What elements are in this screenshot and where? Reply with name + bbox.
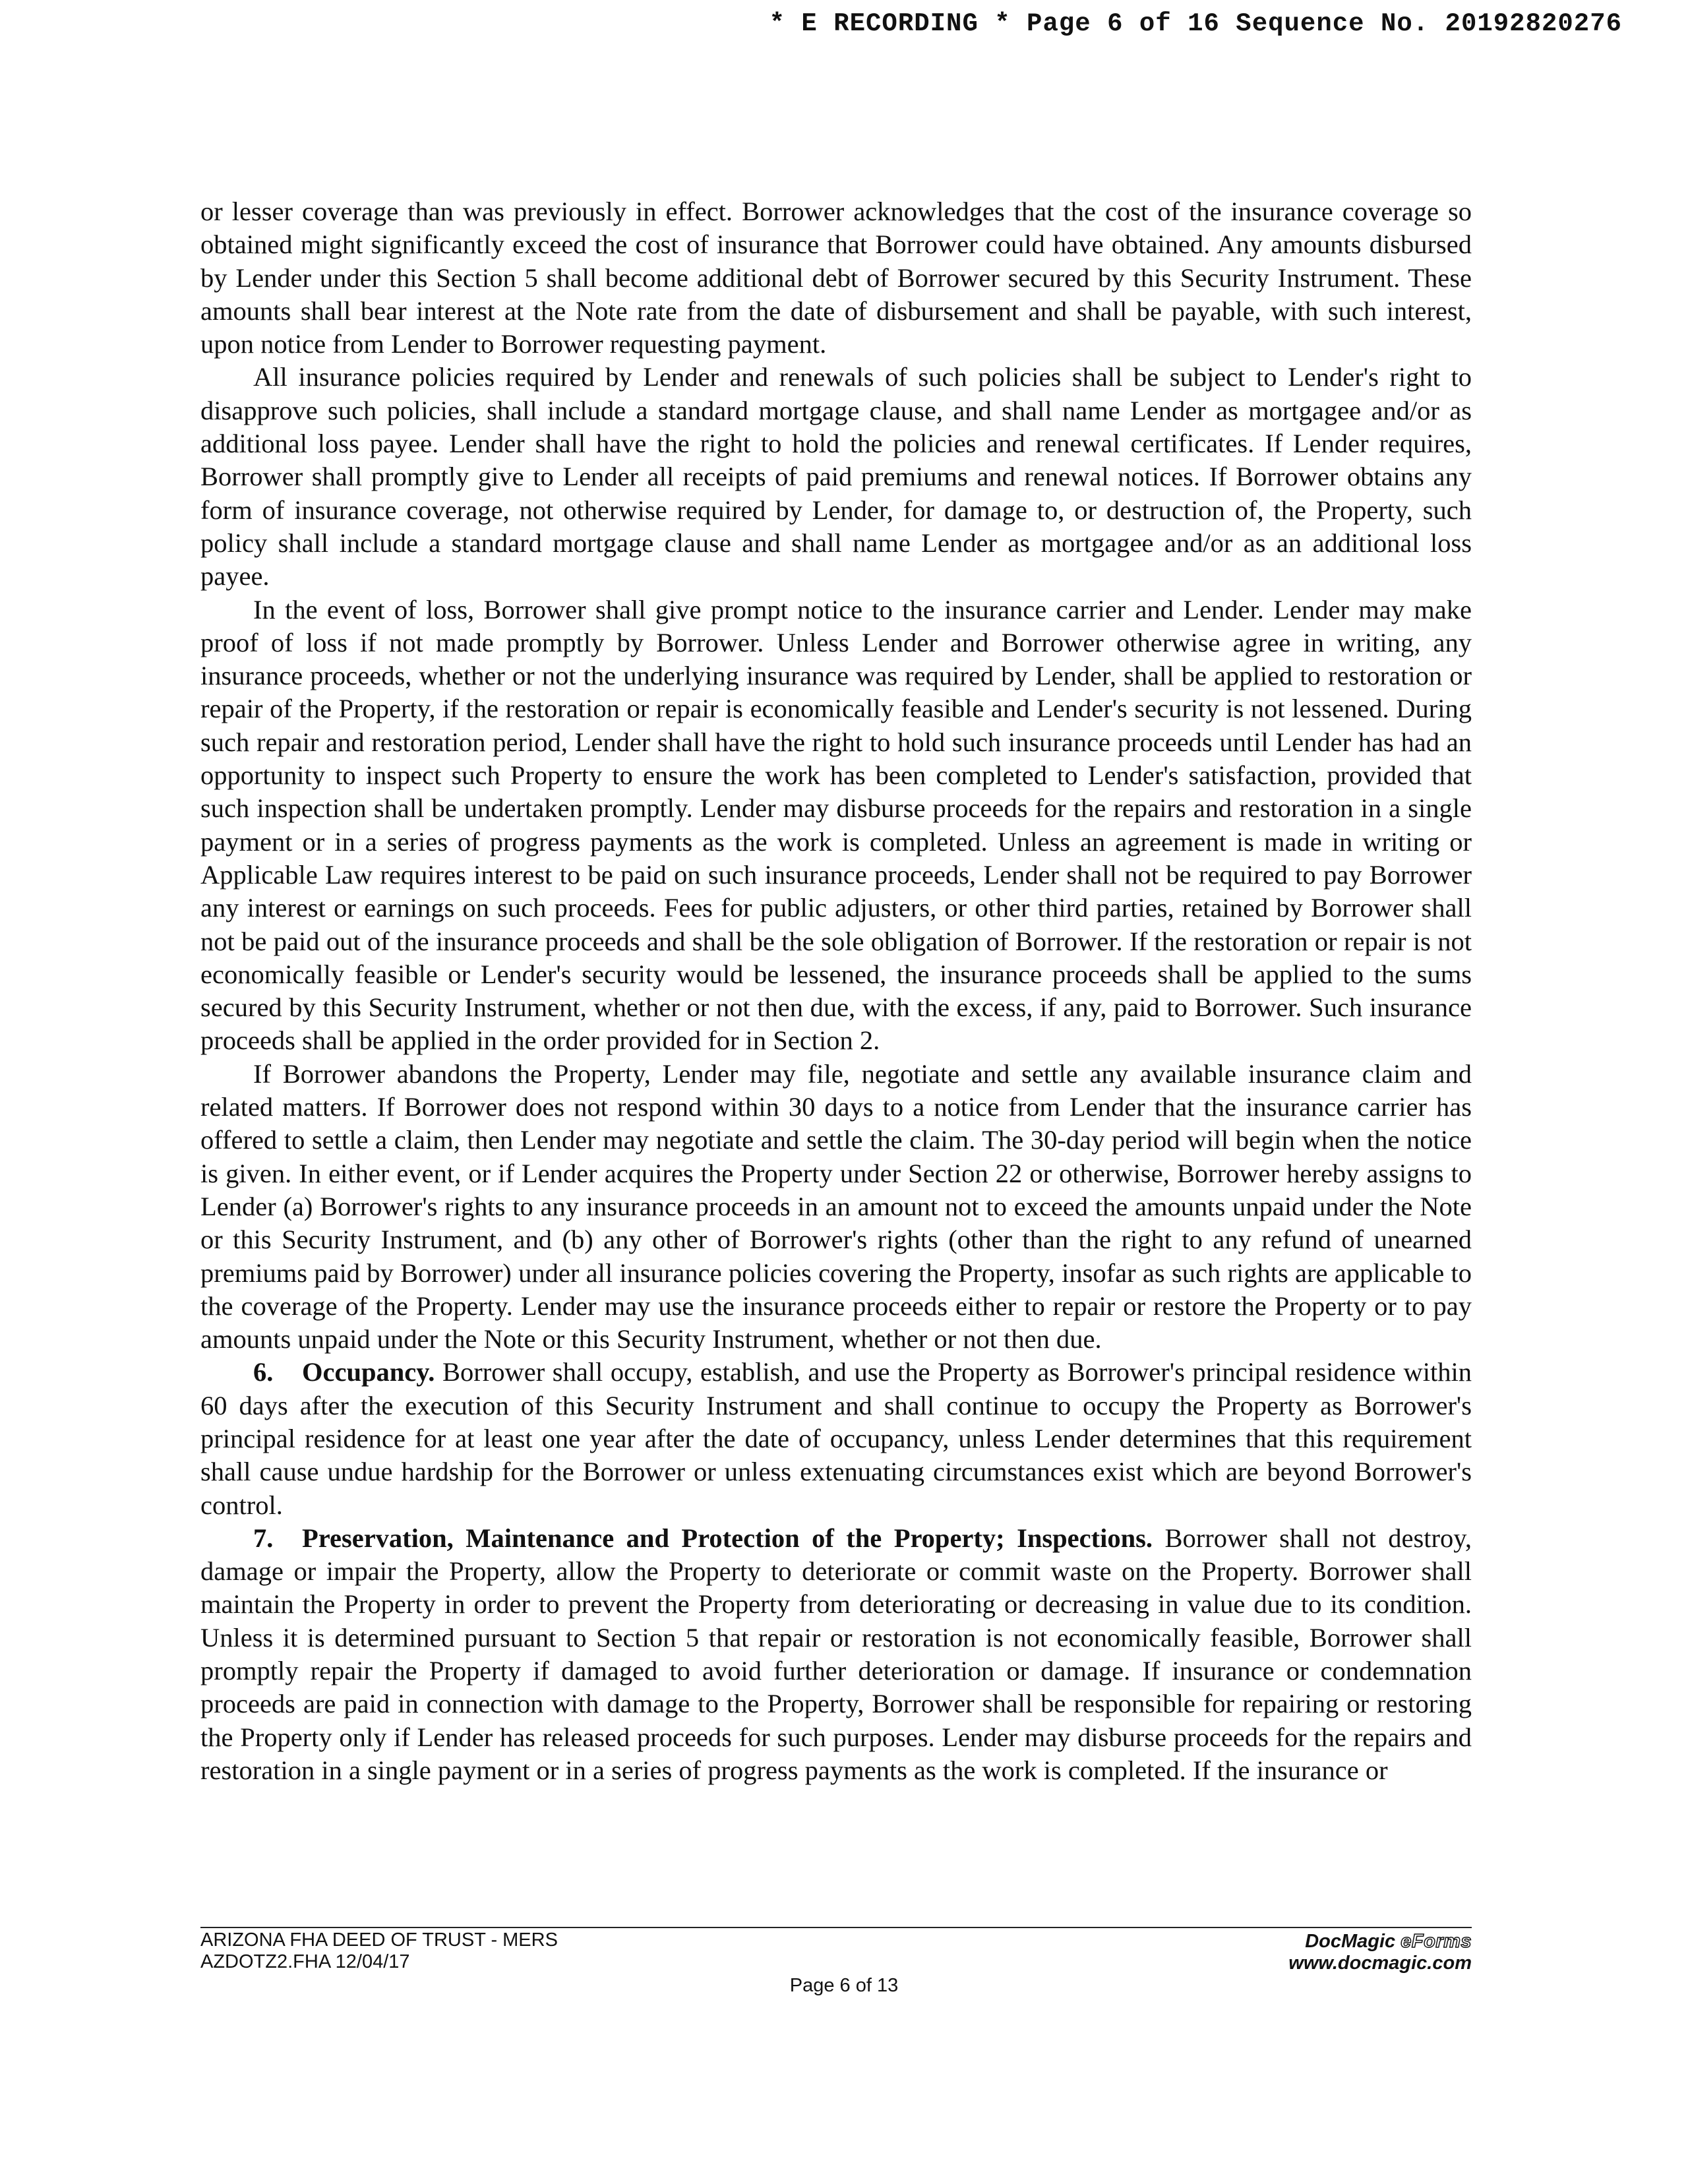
form-title: ARIZONA FHA DEED OF TRUST - MERS (200, 1929, 558, 1951)
section-number: 6. (253, 1357, 274, 1387)
brand-suffix: eForms (1401, 1931, 1472, 1952)
brand-name: DocMagic (1305, 1931, 1396, 1952)
document-body (200, 195, 1472, 1787)
docmagic-logo (1288, 1931, 1472, 1974)
section-heading: Preservation, Maintenance and Protection of the Property; Inspections. (302, 1523, 1153, 1553)
section-text: Borrower shall not destroy, damage or impair the Property, allow the Property to deteriorate or commit waste on the Property. Borrower shall maintain the Property in order to prevent the Property from deteriorating or decreasing in value due to its condition. Unless it is determined pursuant to Section 5 that repair or restoration is not economically feasible, Borrower shall promptly repair the Property if damaged to avoid further deterioration or damage. If insurance or condemnation proceeds are paid in connection with damage to the Property, Borrower shall be responsible for repairing or restoring the Property only if Lender has released proceeds for such purposes. Lender may disburse proceeds for the repairs and restoration in a single payment or in a series of progress payments as the work is completed. If the insurance or (200, 1523, 1472, 1785)
section-number: 7. (253, 1523, 274, 1553)
recording-header: * E RECORDING * Page 6 of 16 Sequence No. 20192820276 (769, 9, 1622, 38)
section-6-occupancy (200, 1356, 1472, 1521)
paragraph-abandonment: If Borrower abandons the Property, Lender may file, negotiate and settle any available insurance claim and related matters. If Borrower does not respond within 30 days to a notice from Lender that the insurance carrier has offered to settle a claim, then Lender may negotiate and settle the claim. The 30-day period will begin when the notice is given. In either event, or if Lender acquires the Property under Section 22 or otherwise, Borrower hereby assigns to Lender (a) Borrower's rights to any insurance proceeds in an amount not to exceed the amounts unpaid under the Note or this Security Instrument, and (b) any other of Borrower's rights (other than the right to any refund of unearned premiums paid by Borrower) under all insurance policies covering the Property, insofar as such rights are applicable to the coverage of the Property. Lender may use the insurance proceeds either to repair or restore the Property or to pay amounts unpaid under the Note or this Security Instrument, whether or not then due. (200, 1058, 1472, 1354)
brand-url: www.docmagic.com (1288, 1953, 1472, 1974)
paragraph-event-of-loss: In the event of loss, Borrower shall give prompt notice to the insurance carrier and Lender. Lender may make proof of loss if not made promptly by Borrower. Unless Lender and Borrower otherwise agree in writing, any insurance proceeds, whether or not the underlying insurance was required by Lender, shall be applied to restoration or repair of the Property, if the restoration or repair is economically feasible and Lender's security is not lessened. During such repair and restoration period, Lender shall have the right to hold such insurance proceeds until Lender has had an opportunity to inspect such Property to ensure the work has been completed to Lender's satisfaction, provided that such inspection shall be undertaken promptly. Lender may disburse proceeds for the repairs and restoration in a single payment or in a series of progress payments as the work is completed. Unless an agreement is made in writing or Applicable Law requires interest to be paid on such insurance proceeds, Lender shall not be required to pay Borrower any interest or earnings on such proceeds. Fees for public adjusters, or other third parties, retained by Borrower shall not be paid out of the insurance proceeds and shall be the sole obligation of Borrower. If the restoration or repair is not economically feasible or Lender's security would be lessened, the insurance proceeds shall be applied to the sums secured by this Security Instrument, whether or not then due, with the excess, if any, paid to Borrower. Such insurance proceeds shall be applied in the order provided for in Section 2. (200, 594, 1472, 1056)
page-number: Page 6 of 13 (789, 1975, 899, 1996)
paragraph-insurance-policies: All insurance policies required by Lender and renewals of such policies shall be subject to Lender's right to disapprove such policies, shall include a standard mortgage clause, and shall name Lender as mortgagee and/or as additional loss payee. Lender shall have the right to hold the policies and renewal certificates. If Lender requires, Borrower shall promptly give to Lender all receipts of paid premiums and renewal notices. If Borrower obtains any form of insurance coverage, not otherwise required by Lender, for damage to, or destruction of, the Property, such policy shall include a standard mortgage clause and shall name Lender as mortgagee and/or as an additional loss payee. (200, 362, 1472, 592)
section-heading: Occupancy. (302, 1357, 435, 1387)
footer-divider (200, 1927, 1472, 1928)
section-text: Borrower shall occupy, establish, and use the Property as Borrower's principal residence within 60 days after the execution of this Security Instrument and shall continue to occupy the Property as Borrower's principal residence for at least one year after the date of occupancy, unless Lender determines that this requirement shall cause undue hardship for the Borrower or unless extenuating circumstances exist which are beyond Borrower's control. (200, 1357, 1472, 1520)
form-code: AZDOTZ2.FHA 12/04/17 (200, 1951, 410, 1972)
footer-form-info (200, 1929, 558, 1973)
paragraph-continuation: or lesser coverage than was previously in effect. Borrower acknowledges that the cost of the insurance coverage so obtained might significantly exceed the cost of insurance that Borrower could have obtained. Any amounts disbursed by Lender under this Section 5 shall become additional debt of Borrower secured by this Security Instrument. These amounts shall bear interest at the Note rate from the date of disbursement and shall be payable, with such interest, upon notice from Lender to Borrower requesting payment. (200, 197, 1472, 359)
section-7-preservation (200, 1522, 1472, 1787)
